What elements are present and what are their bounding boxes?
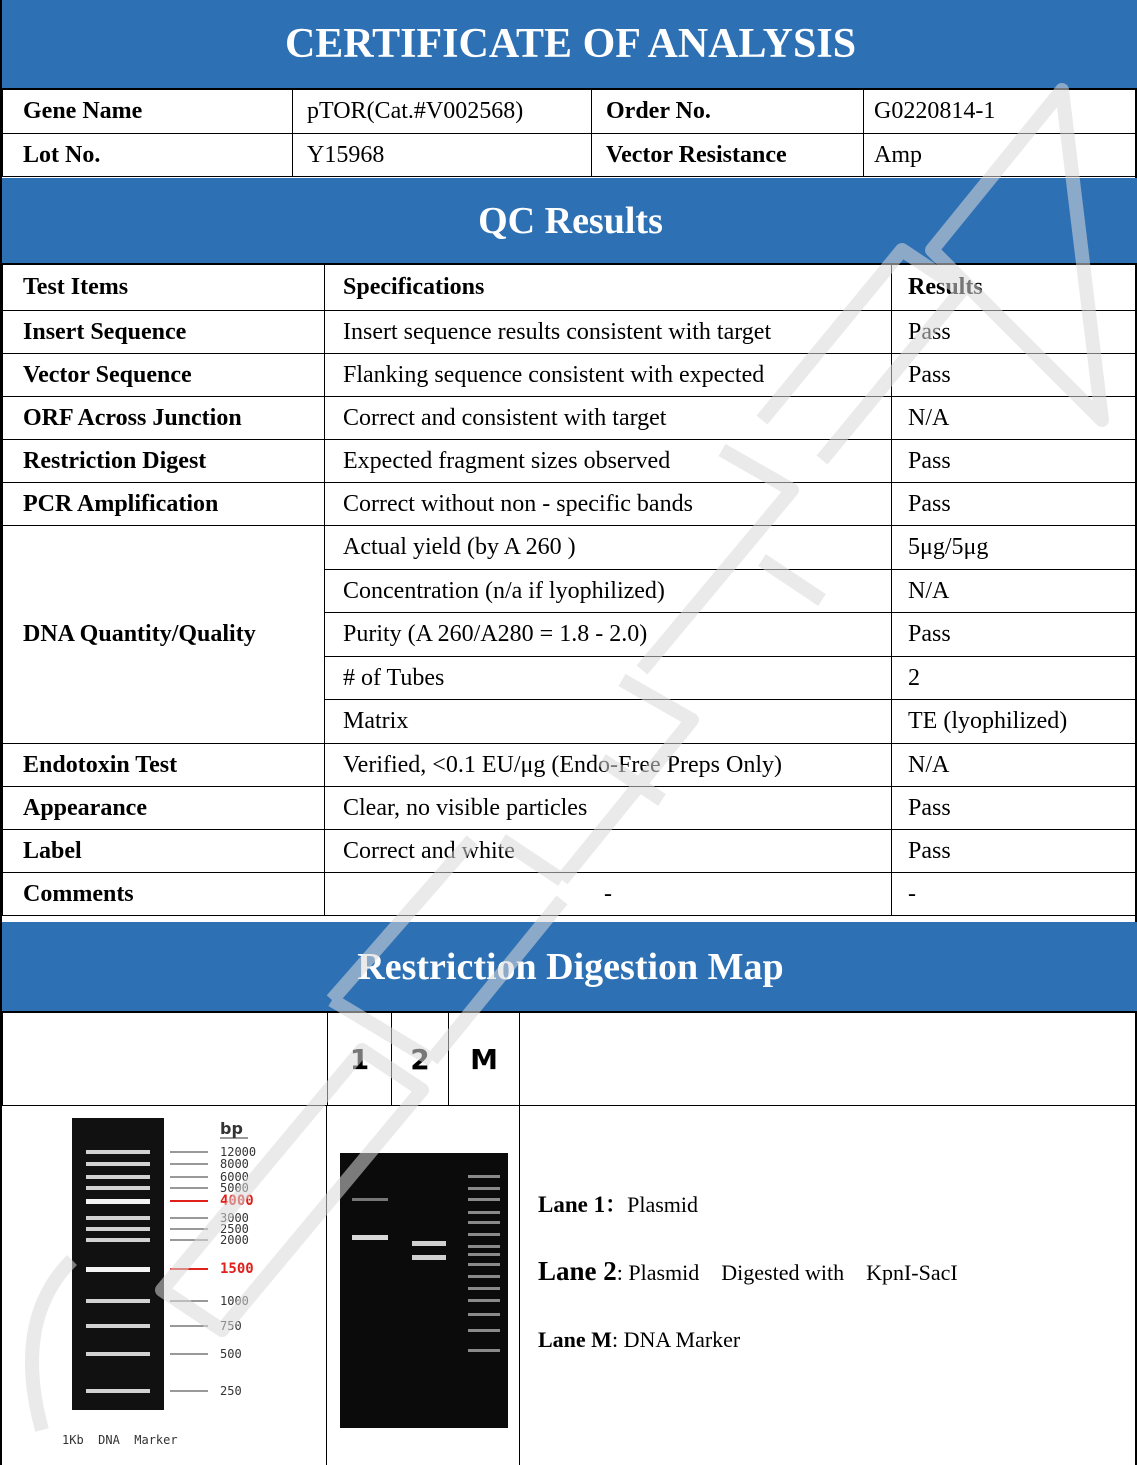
result: TE (lyophilized) bbox=[892, 700, 1137, 744]
gel-marker-band bbox=[468, 1233, 500, 1236]
vector-resistance-value: Amp bbox=[864, 134, 1137, 177]
table-row bbox=[3, 830, 1137, 873]
ladder-band bbox=[86, 1267, 150, 1272]
legend-lane-m-label: Lane M bbox=[538, 1327, 612, 1352]
test-item: ORF Across Junction bbox=[3, 397, 325, 440]
header-specifications: Specifications bbox=[325, 265, 892, 311]
order-no-value: G0220814-1 bbox=[864, 90, 1137, 134]
lot-no-label: Lot No. bbox=[3, 134, 293, 177]
gel-marker-band bbox=[468, 1299, 500, 1302]
ladder-band-label: 1500 bbox=[220, 1261, 254, 1277]
table-row bbox=[3, 311, 1137, 354]
title-banner bbox=[2, 0, 1137, 89]
result: Pass bbox=[892, 354, 1137, 397]
table-row bbox=[3, 483, 1137, 526]
empty-cell bbox=[3, 1013, 328, 1106]
specification: Matrix bbox=[325, 700, 892, 744]
ladder-band-label: 6000 bbox=[220, 1170, 249, 1184]
test-item: Insert Sequence bbox=[3, 311, 325, 354]
ladder-band-label: 3000 bbox=[220, 1211, 249, 1225]
gel-marker-band bbox=[468, 1253, 500, 1256]
ladder-band-label: 1000 bbox=[220, 1294, 249, 1308]
gel-marker-band bbox=[468, 1263, 500, 1266]
lane-2-label: 2 bbox=[392, 1013, 449, 1106]
gel-marker-band bbox=[468, 1329, 500, 1332]
specification: Insert sequence results consistent with target bbox=[325, 311, 892, 354]
specification: Clear, no visible particles bbox=[325, 787, 892, 830]
result: Pass bbox=[892, 483, 1137, 526]
ladder-band bbox=[86, 1238, 150, 1242]
test-item: Label bbox=[3, 830, 325, 873]
ladder-band bbox=[86, 1227, 150, 1231]
gel-image bbox=[340, 1153, 508, 1428]
lot-no-value: Y15968 bbox=[293, 134, 592, 177]
header-results: Results bbox=[892, 265, 1137, 311]
lane-1-label: 1 bbox=[328, 1013, 392, 1106]
lane-header-table bbox=[2, 1012, 1137, 1106]
gel-marker-band bbox=[468, 1275, 500, 1278]
divider-right bbox=[519, 1105, 520, 1465]
gel-marker-band bbox=[468, 1349, 500, 1352]
ladder-band bbox=[86, 1199, 150, 1204]
ladder-band bbox=[86, 1216, 150, 1220]
table-row bbox=[3, 526, 1137, 570]
ladder-band-label: 12000 bbox=[220, 1145, 257, 1159]
dna-ladder-figure bbox=[62, 1118, 312, 1458]
gel-marker-band bbox=[468, 1198, 500, 1201]
specification: Purity (A 260/A280 = 1.8 - 2.0) bbox=[325, 613, 892, 657]
gel-marker-band bbox=[468, 1187, 500, 1190]
ladder-band bbox=[86, 1175, 150, 1179]
page-title: CERTIFICATE OF ANALYSIS bbox=[284, 21, 857, 67]
gel-marker-band bbox=[468, 1175, 500, 1178]
ladder-band-label: 2000 bbox=[220, 1233, 249, 1247]
result: 5μg/5μg bbox=[892, 526, 1137, 570]
result: Pass bbox=[892, 613, 1137, 657]
ladder-band bbox=[86, 1162, 150, 1166]
gel-background bbox=[340, 1153, 508, 1428]
ladder-band-label: 250 bbox=[220, 1384, 242, 1398]
result: Pass bbox=[892, 440, 1137, 483]
test-item-dna-quality: DNA Quantity/Quality bbox=[3, 526, 325, 744]
table-row bbox=[3, 873, 1137, 916]
specification: Flanking sequence consistent with expected bbox=[325, 354, 892, 397]
ladder-band-label: 5000 bbox=[220, 1181, 249, 1195]
ladder-band bbox=[86, 1352, 150, 1356]
ladder-band bbox=[86, 1389, 150, 1393]
gel-marker-band bbox=[468, 1211, 500, 1214]
legend-lane-m-text: : DNA Marker bbox=[611, 1327, 741, 1352]
table-row bbox=[3, 440, 1137, 483]
table-row bbox=[3, 787, 1137, 830]
ladder-band bbox=[86, 1186, 150, 1190]
result: 2 bbox=[892, 657, 1137, 700]
result: Pass bbox=[892, 311, 1137, 354]
specification: Verified, <0.1 EU/μg (Endo-Free Preps Only) bbox=[325, 744, 892, 787]
gel-band bbox=[412, 1241, 446, 1246]
legend-lane-m bbox=[538, 1327, 740, 1353]
result: Pass bbox=[892, 830, 1137, 873]
ladder-gel bbox=[72, 1118, 164, 1410]
divider-left bbox=[326, 1105, 327, 1465]
test-item: Restriction Digest bbox=[3, 440, 325, 483]
legend-lane-1-label: Lane 1 bbox=[538, 1192, 606, 1217]
ladder-band-label: 8000 bbox=[220, 1157, 249, 1171]
specification: # of Tubes bbox=[325, 657, 892, 700]
header-test-items: Test Items bbox=[3, 265, 325, 311]
legend-lane-2-label: Lane 2 bbox=[538, 1256, 617, 1286]
ladder-band bbox=[86, 1150, 150, 1154]
test-item: Comments bbox=[3, 873, 325, 916]
order-no-label: Order No. bbox=[592, 90, 864, 134]
legend-lane-2-text: : Plasmid Digested with KpnI-SacI bbox=[616, 1260, 958, 1285]
gene-name-value: pTOR(Cat.#V002568) bbox=[293, 90, 592, 134]
legend-lane-1 bbox=[538, 1188, 698, 1219]
table-row bbox=[3, 354, 1137, 397]
result: - bbox=[892, 873, 1137, 916]
qc-results-table bbox=[2, 264, 1137, 916]
ladder-unit: bp bbox=[220, 1119, 243, 1138]
test-item: Appearance bbox=[3, 787, 325, 830]
qc-header-row bbox=[3, 265, 1137, 311]
result: Pass bbox=[892, 787, 1137, 830]
digest-banner bbox=[2, 922, 1137, 1012]
result: N/A bbox=[892, 570, 1137, 613]
gel-band bbox=[352, 1235, 388, 1240]
specification: - bbox=[325, 873, 892, 916]
result: N/A bbox=[892, 744, 1137, 787]
qc-results-banner bbox=[2, 178, 1137, 264]
specification: Correct and white bbox=[325, 830, 892, 873]
gel-band bbox=[352, 1198, 388, 1201]
ladder-band-label: 500 bbox=[220, 1347, 242, 1361]
ladder-caption: 1Kb DNA Marker bbox=[62, 1433, 178, 1447]
ladder-band bbox=[86, 1324, 150, 1328]
qc-results-title: QC Results bbox=[478, 200, 663, 242]
ladder-band bbox=[86, 1299, 150, 1303]
specification: Correct and consistent with target bbox=[325, 397, 892, 440]
result: N/A bbox=[892, 397, 1137, 440]
test-item: PCR Amplification bbox=[3, 483, 325, 526]
vector-resistance-label: Vector Resistance bbox=[592, 134, 864, 177]
legend-lane-2 bbox=[538, 1256, 958, 1287]
lane-m-label: M bbox=[449, 1013, 520, 1106]
gel-band bbox=[412, 1255, 446, 1260]
test-item: Endotoxin Test bbox=[3, 744, 325, 787]
ladder-band-label: 4000 bbox=[220, 1193, 254, 1209]
digest-title: Restriction Digestion Map bbox=[357, 946, 784, 988]
specification: Correct without non - specific bands bbox=[325, 483, 892, 526]
legend-lane-1-text: Plasmid bbox=[627, 1192, 699, 1217]
ladder-band-label: 750 bbox=[220, 1319, 242, 1333]
ladder-band-label: 2500 bbox=[220, 1222, 249, 1236]
gene-name-label: Gene Name bbox=[3, 90, 293, 134]
gel-marker-band bbox=[468, 1313, 500, 1316]
legend-lane-1-sep: ： bbox=[605, 1192, 628, 1217]
gel-marker-band bbox=[468, 1221, 500, 1224]
specification: Concentration (n/a if lyophilized) bbox=[325, 570, 892, 613]
table-row bbox=[3, 744, 1137, 787]
specification: Actual yield (by A 260 ) bbox=[325, 526, 892, 570]
specification: Expected fragment sizes observed bbox=[325, 440, 892, 483]
gel-marker-band bbox=[468, 1245, 500, 1248]
empty-cell bbox=[520, 1013, 1137, 1106]
table-row bbox=[3, 397, 1137, 440]
info-table bbox=[2, 89, 1137, 177]
test-item: Vector Sequence bbox=[3, 354, 325, 397]
gel-marker-band bbox=[468, 1287, 500, 1290]
